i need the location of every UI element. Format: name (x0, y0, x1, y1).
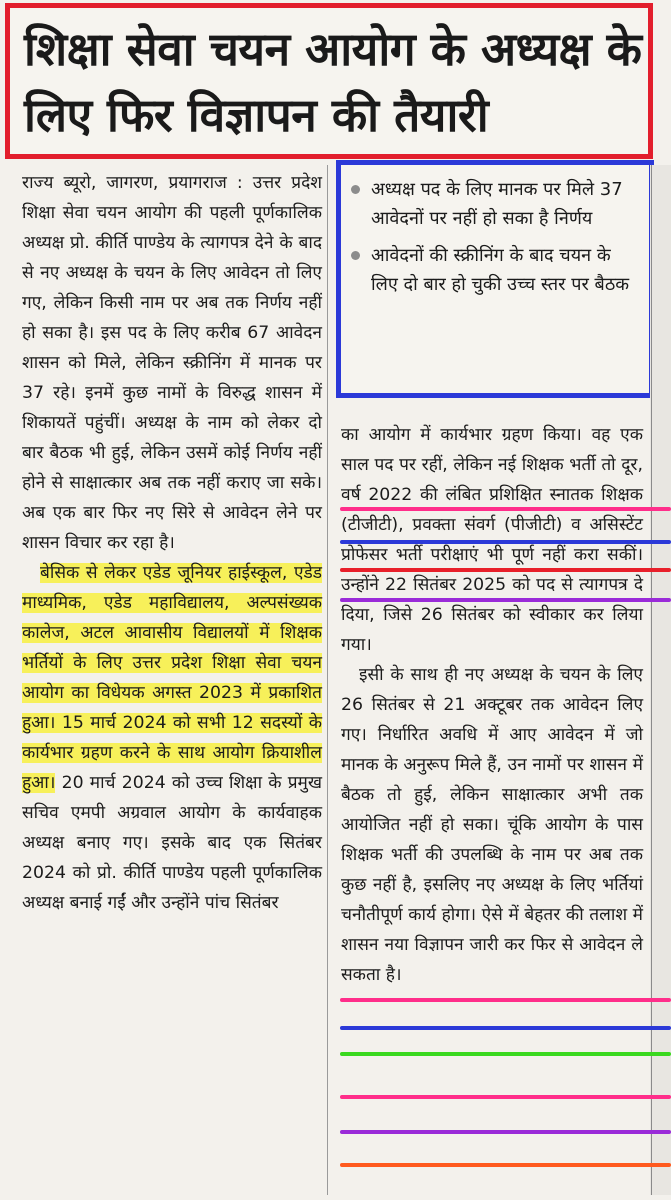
highlights-box (336, 160, 654, 398)
headline-box (5, 3, 653, 159)
pen-underline (340, 598, 671, 602)
highlight-text: आवेदनों की स्क्रीनिंग के बाद चयन के लिए दो बार हो चुकी उच्च स्तर पर बैठक (371, 245, 630, 295)
pen-underline (340, 1130, 671, 1134)
pen-underline (340, 507, 671, 511)
highlight-item (349, 175, 639, 233)
left-paragraph-2 (22, 558, 322, 918)
next-column-edge (650, 165, 671, 1195)
pen-underline (340, 998, 671, 1002)
right-paragraph-1: का आयोग में कार्यभार ग्रहण किया। वह एक साल पद पर रहीं, लेकिन नई शिक्षक भर्ती तो दूर, वर्ष 2022 की लंबित प्रशिक्षित स्नातक शिक्षक (टीजीटी), प्रवक्ता संवर्ग (पीजीटी) व असिस्टेंट प्रोफेसर भर्ती परीक्षाएं भी पूर्ण नहीं करा सकीं। उन्होंने 22 सितंबर 2025 को पद से त्यागपत्र दे दिया, जिसे 26 सितंबर को स्वीकार कर लिया गया। (341, 425, 643, 655)
headline: शिक्षा सेवा चयन आयोग के अध्यक्ष के लिए फिर विज्ञापन की तैयारी (24, 22, 642, 142)
pen-underline (340, 1052, 671, 1056)
right-paragraph-2: इसी के साथ ही नए अध्यक्ष के चयन के लिए 26 सितंबर से 21 अक्टूबर तक आवेदन लिए गए। निर्धारित अवधि में आए आवेदन में जो मानक के अनुरूप मिले हैं, उन नामों पर शासन में बैठक तो हुई, लेकिन साक्षात्कार अभी तक आयोजित नहीं हो सका। चूंकि आयोग के पास शिक्षक भर्ती की उपलब्धि के नाम पर अब तक कुछ नहीं है, इसलिए नए अध्यक्ष के लिए भर्तियां चनौतीपूर्ण कार्य होगा। ऐसे में बेहतर की तलाश में शासन नया विज्ञापन जारी कर फिर से आवेदन ले सकता है। (341, 665, 643, 985)
pen-underline (340, 1163, 671, 1167)
pen-underline (340, 1026, 671, 1030)
bullet-icon (351, 251, 360, 260)
bullet-icon (351, 185, 360, 194)
highlight-text: अध्यक्ष पद के लिए मानक पर मिले 37 आवेदनों पर नहीं हो सका है निर्णय (371, 179, 623, 229)
pen-underline (340, 1095, 671, 1099)
pen-underline (340, 568, 671, 572)
highlighted-text: बेसिक से लेकर एडेड जूनियर हाईस्कूल, एडेड माध्यमिक, एडेड महाविद्यालय, अल्पसंख्यक कालेज, अटल आवासीय विद्यालयों में शिक्षक भर्तियों के लिए उत्तर प्रदेश शिक्षा सेवा चयन आयोग का विधेयक अगस्त 2023 में प्रकाशित हुआ। 15 मार्च 2024 को सभी 12 सदस्यों के कार्यभार ग्रहण करने के साथ आयोग क्रियाशील हुआ। (22, 563, 322, 793)
left-paragraph-1: राज्य ब्यूरो, जागरण, प्रयागराज : उत्तर प्रदेश शिक्षा सेवा चयन आयोग की पहली पूर्णकालिक अध्यक्ष प्रो. कीर्ति पाण्डेय के त्यागपत्र देने के बाद से नए अध्यक्ष के चयन के लिए आवेदन तो लिए गए, लेकिन किसी नाम पर अब तक निर्णय नहीं हो सका है। इस पद के लिए करीब 67 आवेदन शासन को मिले, लेकिन स्क्रीनिंग में मानक पर 37 रहे। इनमें कुछ नामों के विरुद्ध शासन में शिकायतें पहुंचीं। अध्यक्ष के नाम को लेकर दो बार बैठक भी हुई, लेकिन उसमें कोई निर्णय नहीं होने से साक्षात्कार अब तक नहीं कराए जा सके। अब एक बार फिर नए सिरे से आवेदन लेने पर शासन विचार कर रहा है। (22, 173, 322, 553)
left-column (22, 168, 322, 918)
paragraph-text: 20 मार्च 2024 को उच्च शिक्षा के प्रमुख सचिव एमपी अग्रवाल आयोग के कार्यवाहक अध्यक्ष बनाए गए। इसके बाद एक सितंबर 2024 को प्रो. कीर्ति पाण्डेय पहली पूर्णकालिक अध्यक्ष बनाई गईं और उन्होंने पांच सितंबर (22, 773, 322, 913)
pen-underline (340, 540, 671, 544)
right-column (341, 420, 643, 990)
column-divider-right (651, 165, 652, 1195)
column-divider (327, 165, 328, 1195)
highlight-item (349, 241, 639, 299)
